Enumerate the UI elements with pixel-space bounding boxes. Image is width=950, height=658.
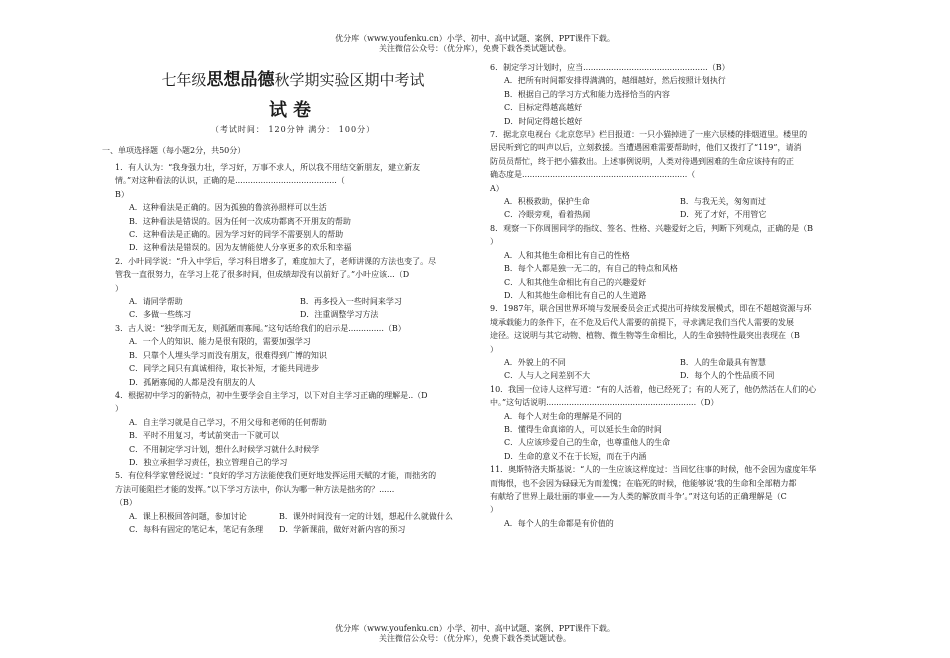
option-b: B．根据自己的学习方式和能力选择恰当的内容: [504, 89, 670, 99]
question-stem: 4．根据初中学习的新特点，初中生要学会自主学习，以下对自主学习正确的理解是..（D: [115, 390, 428, 400]
options-row: [490, 356, 856, 369]
option-d: D．时间定得越长越好: [504, 116, 583, 126]
question-stem: 1．有人认为：“我身强力壮，学习好，万事不求人，所以我不用结交新朋友，建立新友: [115, 163, 421, 172]
question-stem: 有献给了世界上最壮丽的事业——为人类的解放而斗争’。”对这句话的正确理解是（C: [490, 492, 787, 501]
question-answer: ）: [490, 344, 498, 354]
option-c: C．人与人之间差别不大: [504, 371, 591, 381]
title-grade: 七年级: [161, 71, 207, 89]
option-c: C．人应该珍爱自己的生命，也尊重他人的生命: [504, 438, 671, 448]
option-a: A．把所有时间都安排得满满的，越细越好，然后按照计划执行: [504, 76, 726, 86]
question-stem: 而悔恨，也不会因为碌碌无为而羞愧；在临死的时候，他能够说‘我的生命和全部精力都: [490, 478, 797, 488]
question-answer: ）: [490, 237, 498, 247]
options-row: [115, 523, 471, 536]
question-3: [115, 322, 471, 389]
question-9: [490, 302, 856, 382]
option-a: A．请同学帮助: [129, 297, 183, 307]
options-row: [115, 308, 471, 321]
question-stem: 3．古人说：“独学而无友，则孤陋而寡闻。”这句话给我们的启示是..............（B）: [115, 323, 406, 333]
question-5: [115, 469, 471, 536]
title-rest: 秋学期实验区期中考试: [274, 71, 425, 89]
right-column: [490, 61, 856, 530]
question-stem: 5．有位科学家曾经说过：“良好的学习方法能使我们更好地发挥运用天赋的才能，而拙劣的: [115, 471, 437, 481]
option-b: B．只靠个人埋头学习而没有朋友，很难得到广博的知识: [129, 350, 327, 360]
footer-line-2: 关注微信公众号：（优分库），免费下载各类试题试卷。: [379, 634, 571, 643]
footer-line-1: 优分库（www.youfenku.cn）小学、初中、高中试题、案例、PPT课件下载。: [335, 624, 615, 633]
header-line-1: 优分库（www.youfenku.cn）小学、初中、高中试题、案例、PPT课件下载。: [335, 34, 615, 43]
question-stem: 9．1987年，联合国世界环境与发展委员会正式提出可持续发展模式，即在不超越资源与环: [490, 304, 812, 314]
question-answer: ）: [115, 404, 123, 414]
options-row: [490, 369, 856, 382]
option-b: B．平时不用复习，考试前突击一下就可以: [129, 431, 279, 441]
left-column: [115, 161, 471, 536]
question-7: [490, 128, 856, 222]
question-answer: ）: [115, 283, 123, 293]
option-a: A．这种看法是正确的。因为孤独的鲁滨孙照样可以生活: [129, 203, 327, 213]
question-stem: 中。”这句话说明...........................................................（D）: [490, 398, 719, 408]
question-answer: ）: [490, 505, 498, 515]
title-subject: 思想品德: [206, 70, 275, 90]
question-stem: 10．我国一位诗人这样写道：“有的人活着，他已经死了；有的人死了，他仍然活在人们的心: [490, 384, 817, 394]
option-d: D．孤陋寡闻的人都是没有朋友的人: [129, 377, 256, 387]
question-stem: 方法可能阻拦才能的发挥。”以下学习方法中，你认为哪一种方法是拙劣的？......: [115, 484, 395, 494]
question-6: [490, 61, 856, 128]
option-c: C．多做一些练习: [129, 310, 192, 320]
page-header: [0, 34, 950, 54]
option-d: D．这种看法是错误的。因为友情能使人分享更多的欢乐和幸福: [129, 243, 352, 253]
page-footer: [0, 624, 950, 644]
section-heading: 一、单项选择题（每小题2分，共50分）: [102, 146, 246, 155]
option-c: C．目标定得越高越好: [504, 103, 583, 113]
option-a: A．外貌上的不同: [504, 357, 566, 367]
option-a: A．人和其他生命相比有自己的性格: [504, 250, 630, 260]
option-c: C．人和其他生命相比有自己的兴趣爱好: [504, 277, 647, 287]
question-11: [490, 463, 856, 530]
option-b: B．再多投入一些时间来学习: [300, 297, 402, 307]
options-row: [115, 295, 471, 308]
question-2: [115, 255, 471, 322]
option-a: A．每个人对生命的理解是不同的: [504, 411, 622, 421]
options-row: [490, 208, 856, 221]
option-d: D．生命的意义不在于长短，而在于内涵: [504, 451, 647, 461]
option-c: C．每科有固定的笔记本，笔记有条理: [129, 524, 264, 534]
option-c: C．不用制定学习计划，想什么时候学习就什么时候学: [129, 444, 320, 454]
option-a: A．自主学习就是自己学习，不用父母和老师的任何帮助: [129, 417, 327, 427]
question-stem: 途径。这说明与其它动物、植物、微生物等生命相比，人的生命独特性最突出表现在（B: [490, 331, 800, 341]
options-row: [115, 510, 471, 523]
option-b: B．这种看法是错误的。因为任何一次成功都离不开朋友的帮助: [129, 216, 351, 226]
exam-title: [115, 70, 471, 90]
question-answer: A）: [490, 183, 504, 193]
question-stem: 7．据北京电视台《北京您早》栏目报道：一只小猫掉进了一座六层楼的排烟道里。楼里的: [490, 130, 808, 140]
option-a: A．课上积极回答问题，参加讨论: [129, 511, 247, 521]
option-b: B．每个人都是独一无二的，有自己的特点和风格: [504, 264, 678, 274]
question-4: [115, 389, 471, 469]
option-d: D．每个人的个性品质不同: [680, 371, 775, 381]
question-answer: （B）: [115, 498, 137, 508]
question-stem: 确态度是.................................................................（: [490, 170, 696, 180]
question-stem: 境承载能力的条件下，在不危及后代人需要的前提下，寻求满足我们当代人需要的发展: [490, 317, 794, 327]
option-c: C．这种看法是正确的。因为学习好的同学不需要别人的帮助: [129, 230, 344, 240]
question-stem: 6．制定学习计划时，应当.................................................（B）: [490, 63, 730, 72]
question-1: [115, 161, 471, 255]
question-stem: 11．奥斯特洛夫斯基说：“人的一生应该这样度过：当回忆往事的时候，他不会因为虚度年华: [490, 465, 817, 475]
option-c: C．同学之间只有真诚相待，取长补短，才能共同进步: [129, 364, 320, 374]
option-d: D．死了才好，不用管它: [680, 210, 767, 220]
option-d: D．注重调整学习方法: [300, 310, 379, 320]
exam-info: （考试时间： 120分钟 满分： 100分）: [210, 125, 376, 134]
option-d: D．人和其他生命相比有自己的人生道路: [504, 290, 647, 300]
option-b: B．课外时间没有一定的计划，想起什么就做什么: [279, 511, 453, 521]
option-a: A．每个人的生命都是有价值的: [504, 518, 614, 528]
question-stem: 8．观察一下你周围同学的指纹、签名、性格、兴趣爱好之后，判断下列观点，正确的是（B: [490, 223, 813, 233]
option-b: B．与我无关，匆匆而过: [680, 197, 766, 207]
option-c: C．冷眼旁观，看着热闹: [504, 210, 591, 220]
question-stem: 防员员帮忙，终于把小猫救出。上述事例说明，人类对待遇到困难的生命应该持有的正: [490, 156, 794, 166]
question-8: [490, 222, 856, 302]
exam-subtitle: 试卷: [269, 100, 317, 121]
option-a: A．积极救助，保护生命: [504, 197, 590, 207]
question-answer: B）: [115, 189, 129, 199]
question-stem: 管我一直很努力，在学习上花了很多时间，但成绩却没有以前好了。”小叶应该...（D: [115, 270, 410, 280]
question-stem: 2．小叶同学说：“升入中学后，学习科目增多了，难度加大了，老师讲课的方法也变了。尽: [115, 256, 437, 266]
question-stem: 情。”对这种看法的认识，正确的是........................................（: [115, 176, 345, 186]
question-stem: 居民听到它的叫声以后，立刻救援。当遭遇困难需要帮助时，他们又拨打了“119”，请消: [490, 143, 802, 153]
header-line-2: 关注微信公众号：（优分库），免费下载各类试题试卷。: [379, 44, 571, 53]
question-10: [490, 383, 856, 463]
option-b: B．懂得生命真谛的人，可以延长生命的时间: [504, 424, 662, 434]
option-b: B．人的生命最具有智慧: [680, 357, 766, 367]
option-d: D．学新课前，做好对新内容的预习: [279, 524, 406, 534]
option-d: D．独立承担学习责任，独立管理自己的学习: [129, 457, 288, 467]
option-a: A．一个人的知识、能力是很有限的，需要加强学习: [129, 337, 311, 347]
options-row: [490, 195, 856, 208]
